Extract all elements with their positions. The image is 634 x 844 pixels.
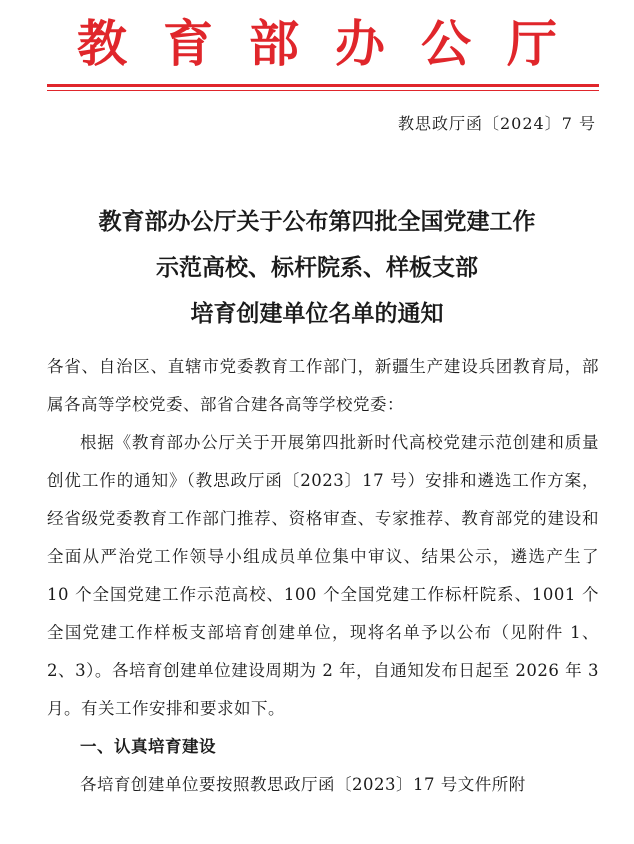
title-line: 培育创建单位名单的通知: [190, 300, 444, 327]
title-line: 教育部办公厅关于公布第四批全国党建工作: [98, 208, 536, 235]
section-heading: 一、认真培育建设: [80, 737, 216, 756]
document-body: [47, 348, 599, 804]
masthead-rule-thin: [47, 90, 599, 91]
body-paragraph: 各培育创建单位要按照教思政厅函〔2023〕17 号文件所附: [80, 775, 526, 794]
document-number: 教思政厅函〔2024〕7 号: [398, 114, 596, 133]
body-paragraph: 根据《教育部办公厅关于开展第四批新时代高校党建示范创建和质量创优工作的通知》（教思政厅函〔2023〕17 号）安排和遴选工作方案，经省级党委教育工作部门推荐、资格审查、专家推荐、教育部党的建设和全面从严治党工作领导小组成员单位集中审议、结果公示，遴选产生了 10 个全国党建工作示范高校、100 个全国党建工作标杆院系、1001 个全国党建工作样板支部培育创建单位，现将名单予以公布（见附件 1、2、3）。各培育创建单位建设周期为 2 年，自通知发布日起至 2026 年 3 月。有关工作安排和要求如下。: [47, 433, 599, 718]
masthead-rule-thick: [47, 84, 599, 87]
issuer-masthead: 教育部办公厅: [77, 14, 593, 73]
title-line: 示范高校、标杆院系、样板支部: [156, 254, 478, 281]
addressees-paragraph: 各省、自治区、直辖市党委教育工作部门，新疆生产建设兵团教育局，部属各高等学校党委、部省合建各高等学校党委：: [47, 357, 599, 414]
document-title: [0, 199, 634, 337]
